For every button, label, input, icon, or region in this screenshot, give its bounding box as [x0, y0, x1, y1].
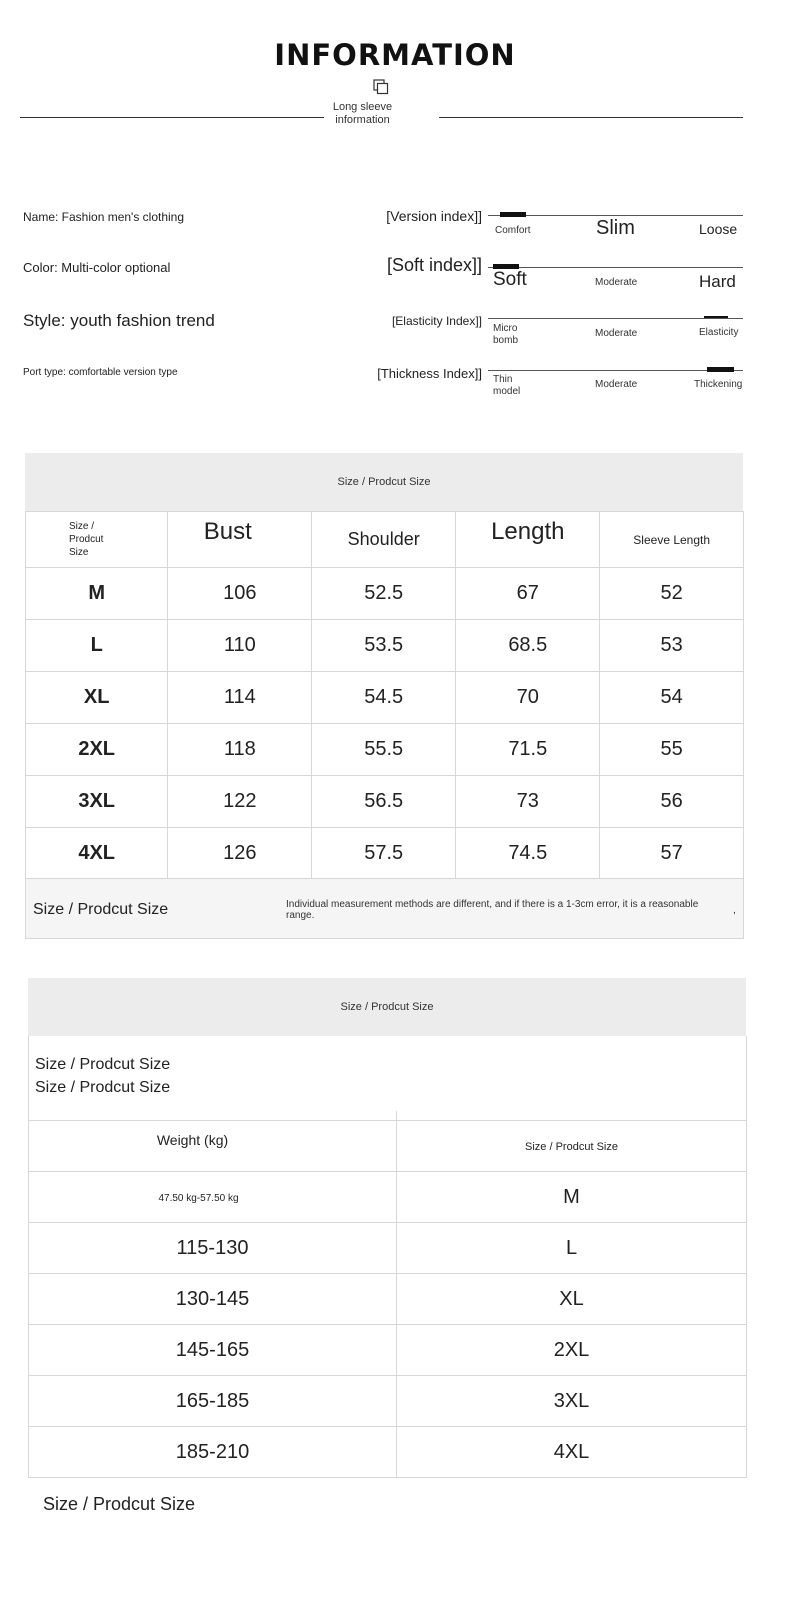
size-cell: M — [563, 1185, 580, 1208]
scale-mid-label: Moderate — [595, 277, 638, 288]
weight-table-intro — [28, 1036, 747, 1120]
table-row — [26, 620, 744, 672]
measurement-note: Individual measurement methods are different, and if there is a 1-3cm error, it is a reasonable range. — [286, 899, 699, 921]
size-table-title: Size / Prodcut Size — [337, 476, 431, 488]
shoulder-cell: 53.5 — [364, 634, 404, 656]
scale-right-label: Loose — [699, 221, 738, 237]
size-column-header: Size / Prodcut Size — [69, 521, 104, 558]
header-divider-right — [439, 117, 743, 118]
weight-table — [28, 1120, 747, 1478]
scale-left-label: Thin model — [493, 374, 521, 397]
size-cell: L — [90, 634, 103, 656]
soft-scale-line — [488, 267, 743, 268]
header-divider-left — [20, 117, 324, 118]
bust-cell: 110 — [223, 634, 256, 656]
scale-right-label: Hard — [699, 272, 736, 291]
length-column-header: Length — [491, 517, 565, 545]
scale-right-label: Thickening — [694, 379, 743, 390]
intro-line-1: Size / Prodcut Size — [35, 1056, 171, 1073]
bust-cell: 122 — [223, 790, 257, 812]
size-cell: XL — [559, 1287, 584, 1310]
size-table-header-row — [26, 512, 744, 568]
elasticity-index-label: [Elasticity Index]] — [391, 314, 482, 328]
bust-column-header: Bust — [203, 517, 252, 545]
weight-table-header-row — [29, 1121, 747, 1172]
size-table-header — [25, 453, 743, 511]
size-column-header: Size / Prodcut Size — [525, 1141, 618, 1153]
table-row — [29, 1325, 747, 1376]
soft-index-label: [Soft index]] — [386, 255, 482, 275]
length-cell: 68.5 — [508, 634, 548, 656]
sleeve-length-column-header: Sleeve Length — [633, 532, 711, 547]
table-row — [29, 1274, 747, 1325]
subtitle-line1: Long sleeve — [332, 101, 393, 113]
table-row — [29, 1223, 747, 1274]
bottom-note: Size / Prodcut Size — [43, 1494, 196, 1514]
shoulder-cell: 56.5 — [364, 790, 404, 812]
thickness-scale-marker — [707, 367, 734, 372]
weight-cell: 185-210 — [175, 1440, 250, 1463]
attribute-name: Name: Fashion men's clothing — [23, 210, 185, 224]
weight-cell: 130-145 — [175, 1287, 250, 1310]
length-cell: 73 — [516, 790, 539, 812]
thickness-index-label: [Thickness Index]] — [377, 366, 482, 381]
scale-mid-label: Moderate — [595, 379, 638, 390]
length-cell: 70 — [516, 686, 539, 708]
size-cell: 4XL — [553, 1440, 590, 1463]
size-cell: L — [565, 1236, 578, 1259]
sleeve-cell: 52 — [660, 582, 683, 604]
sleeve-cell: 53 — [660, 634, 683, 656]
size-table — [25, 511, 744, 880]
table-row — [29, 1427, 747, 1478]
table-row — [29, 1376, 747, 1427]
shoulder-cell: 57.5 — [364, 842, 404, 864]
scale-mid-label: Moderate — [595, 328, 638, 339]
size-cell: 3XL — [553, 1389, 590, 1412]
bust-cell: 118 — [223, 738, 256, 760]
size-cell: 2XL — [78, 738, 116, 760]
table-row — [29, 1172, 747, 1223]
sleeve-cell: 55 — [660, 738, 683, 760]
scale-mid-label: Slim — [596, 217, 635, 239]
shoulder-cell: 55.5 — [364, 738, 404, 760]
attribute-style: Style: youth fashion trend — [23, 311, 215, 330]
version-scale-marker — [500, 212, 526, 217]
elasticity-scale-marker — [704, 316, 728, 318]
version-index-label: [Version index]] — [386, 208, 482, 224]
bust-cell: 114 — [223, 686, 256, 708]
size-cell: 2XL — [553, 1338, 590, 1361]
shoulder-cell: 54.5 — [364, 686, 404, 708]
sleeve-cell: 54 — [660, 686, 683, 708]
attribute-color: Color: Multi-color optional — [23, 260, 171, 275]
column-divider-stub — [396, 1111, 397, 1120]
scale-right-label: Elasticity — [699, 327, 739, 338]
weight-table-title: Size / Prodcut Size — [340, 1001, 434, 1013]
thickness-scale-line — [488, 370, 743, 371]
weight-cell: 115-130 — [176, 1236, 249, 1259]
footer-mark: , — [733, 905, 736, 916]
table-row — [26, 776, 744, 828]
weight-table-header — [28, 978, 746, 1036]
shoulder-column-header: Shoulder — [347, 529, 420, 549]
layers-icon — [373, 79, 389, 95]
shoulder-cell: 52.5 — [364, 582, 404, 604]
table-row — [26, 724, 744, 776]
table-row — [26, 672, 744, 724]
size-cell: 3XL — [78, 790, 116, 812]
length-cell: 67 — [516, 582, 539, 604]
subtitle-line2: information — [335, 114, 390, 126]
bust-cell: 126 — [223, 842, 257, 864]
header-subtitle — [300, 101, 425, 127]
sleeve-cell: 57 — [660, 842, 683, 864]
length-cell: 74.5 — [508, 842, 548, 864]
sleeve-cell: 56 — [660, 790, 683, 812]
attribute-port-type: Port type: comfortable version type — [23, 367, 178, 378]
weight-cell: 47.50 kg-57.50 kg — [158, 1193, 239, 1204]
size-cell: M — [88, 582, 106, 604]
size-cell: XL — [83, 686, 110, 708]
table-row — [26, 828, 744, 880]
scale-left-label: Comfort — [495, 225, 531, 236]
table-row — [26, 568, 744, 620]
size-cell: 4XL — [78, 842, 116, 864]
page-title: INFORMATION — [274, 38, 516, 72]
weight-cell: 145-165 — [175, 1338, 250, 1361]
weight-column-header: Weight (kg) — [156, 1132, 229, 1148]
elasticity-scale-line — [488, 318, 743, 319]
bust-cell: 106 — [223, 582, 257, 604]
weight-cell: 165-185 — [175, 1389, 250, 1412]
footer-label: Size / Prodcut Size — [33, 901, 169, 918]
length-cell: 71.5 — [508, 738, 548, 760]
intro-line-2: Size / Prodcut Size — [35, 1079, 171, 1096]
scale-left-label: Soft — [493, 269, 527, 290]
size-table-footer — [25, 878, 744, 939]
scale-left-label: Micro bomb — [493, 323, 519, 346]
version-scale-line — [488, 215, 743, 216]
